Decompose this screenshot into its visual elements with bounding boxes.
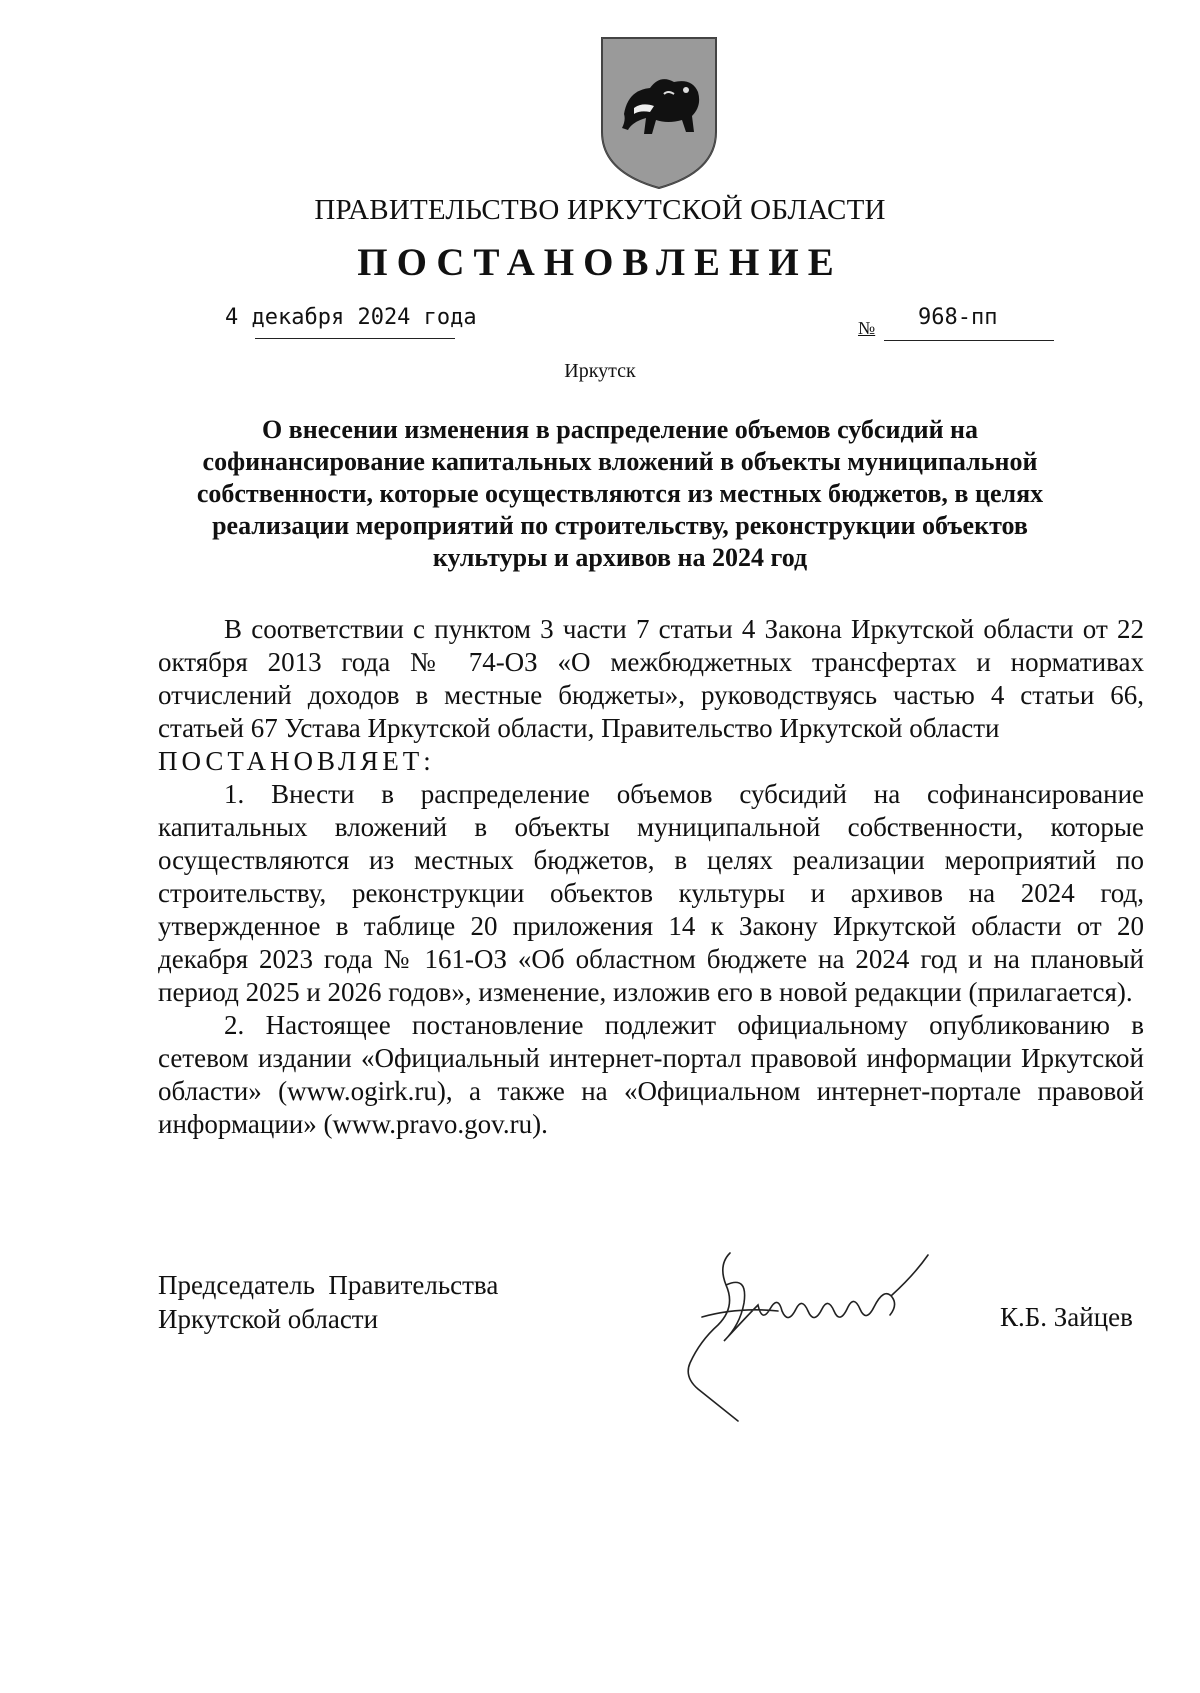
decree-title xyxy=(180,414,1060,574)
decree-date: 4 декабря 2024 года xyxy=(225,305,477,330)
title-line: О внесении изменения в распределение объемов субсидий на xyxy=(261,415,979,444)
resolves-heading: ПОСТАНОВЛЯЕТ: xyxy=(158,746,435,776)
signatory-name: К.Б. Зайцев xyxy=(1000,1302,1133,1332)
number-underline xyxy=(884,340,1054,341)
preamble-paragraph: В соответствии с пунктом 3 части 7 статьи 4 Закона Иркутской области от 22 октября 2013 года № 74-ОЗ «О межбюджетных трансфертах и нормативах отчислений доходов в местные бюджеты», руководствуясь частью 4 статьи 66, статьей 67 Устава Иркутской области, Правительство Иркутской области xyxy=(158,614,1144,743)
position-line: Иркутской области xyxy=(158,1304,379,1334)
position-line: Председатель Правительства xyxy=(158,1270,499,1300)
item-1-paragraph: 1. Внести в распределение объемов субсидий на софинансирование капитальных вложений в объекты муниципальной собственности, которые осуществляются из местных бюджетов, в целях реализации мероприятий по строительству, реконструкции объектов культуры и архивов на 2024 год, утвержденное в таблице 20 приложения 14 к Закону Иркутской области от 20 декабря 2023 года № 161-ОЗ «Об областном бюджете на 2024 год и на плановый период 2025 и 2026 годов», изменение, изложив его в новой редакции (прилагается). xyxy=(158,779,1144,1007)
number-sign: № xyxy=(858,318,876,338)
coat-of-arms-icon xyxy=(594,32,724,192)
date-underline xyxy=(255,338,455,339)
city: Иркутск xyxy=(564,360,636,382)
title-line: культуры и архивов на 2024 год xyxy=(432,543,808,572)
title-line: собственности, которые осуществляются из местных бюджетов, в целях xyxy=(196,479,1044,508)
item-2-paragraph: 2. Настоящее постановление подлежит официальному опубликованию в сетевом издании «Официальный интернет-портал правовой информации Иркутской области» (www.ogirk.ru), а также на «Официальном интернет-портале правовой информации» (www.pravo.gov.ru). xyxy=(158,1010,1144,1139)
decree-body xyxy=(158,613,1144,1141)
signatory-position xyxy=(158,1268,498,1336)
title-line: реализации мероприятий по строительству, реконструкции объектов xyxy=(212,511,1028,540)
decree-number: 968-пп xyxy=(918,305,998,330)
handwritten-signature-icon xyxy=(678,1245,968,1425)
document-type: ПОСТАНОВЛЕНИЕ xyxy=(357,241,843,284)
government-name: ПРАВИТЕЛЬСТВО ИРКУТСКОЙ ОБЛАСТИ xyxy=(314,194,886,226)
title-line: софинансирование капитальных вложений в объекты муниципальной xyxy=(202,447,1038,476)
